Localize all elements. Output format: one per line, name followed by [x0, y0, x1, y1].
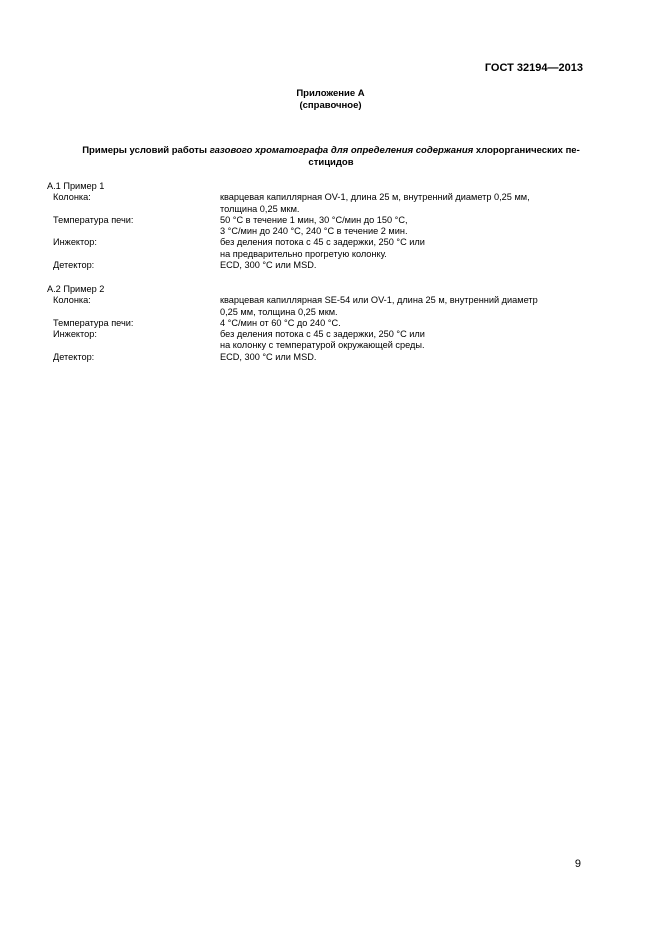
column-label: Колонка: — [53, 192, 91, 203]
example-1-heading: А.1 Пример 1 — [47, 181, 105, 191]
example-1-injector-row — [47, 237, 607, 260]
title-part-1: Примеры условий работы — [82, 145, 210, 156]
column-value — [220, 192, 607, 215]
title-part-3: хлорорганических пе- — [473, 145, 580, 156]
injector-value — [220, 329, 607, 352]
oven-label: Температура печи: — [53, 214, 134, 225]
example-2-column-row — [47, 295, 607, 318]
example-2-detector-row — [47, 352, 607, 363]
example-2-section — [47, 284, 607, 363]
example-1-column-row — [47, 192, 607, 215]
document-title — [48, 145, 614, 169]
injector-label: Инжектор: — [53, 237, 97, 248]
value-line: без деления потока с 45 с задержки, 250 °С или — [220, 237, 425, 248]
detector-value — [220, 352, 607, 363]
injector-value — [220, 237, 607, 260]
oven-value — [220, 318, 607, 329]
column-value — [220, 295, 607, 318]
standard-header: ГОСТ 32194—2013 — [484, 62, 583, 74]
appendix-subtitle: (справочное) — [299, 100, 362, 111]
value-line: 50 °С в течение 1 мин, 30 °С/мин до 150 °С, — [220, 214, 408, 225]
title-part-2-italic: газового хроматографа для определения содержания — [209, 145, 474, 156]
detector-label: Детектор: — [53, 351, 95, 362]
example-2-injector-row — [47, 329, 607, 352]
value-line: кварцевая капиллярная SE-54 или OV-1, длина 25 м, внутренний диаметр — [220, 295, 538, 306]
detector-value — [220, 260, 607, 271]
value-line: ECD, 300 °С или MSD. — [220, 260, 317, 271]
example-1-detector-row — [47, 260, 607, 271]
example-2-oven-row — [47, 318, 607, 329]
page-number: 9 — [574, 858, 581, 870]
example-1-section — [47, 181, 607, 271]
oven-value — [220, 215, 607, 238]
title-line-2: стицидов — [308, 157, 354, 168]
example-2-heading: А.2 Пример 2 — [47, 284, 105, 294]
value-line: 3 °С/мин до 240 °С, 240 °С в течение 2 мин. — [220, 226, 408, 237]
injector-label: Инжектор: — [53, 329, 97, 340]
appendix-heading — [0, 88, 661, 112]
oven-label: Температура печи: — [53, 317, 134, 328]
value-line: 0,25 мм, толщина 0,25 мкм. — [220, 306, 338, 317]
value-line: на колонку с температурой окружающей среды. — [220, 340, 425, 351]
column-label: Колонка: — [53, 295, 91, 306]
detector-label: Детектор: — [53, 260, 95, 271]
appendix-title: Приложение А — [296, 88, 365, 99]
value-line: без деления потока с 45 с задержки, 250 °С или — [220, 329, 425, 340]
value-line: на предварительно прогретую колонку. — [220, 248, 387, 259]
value-line: кварцевая капиллярная OV-1, длина 25 м, внутренний диаметр 0,25 мм, — [220, 192, 530, 203]
value-line: ECD, 300 °С или MSD. — [220, 351, 317, 362]
value-line: толщина 0,25 мкм. — [220, 203, 300, 214]
value-line: 4 °С/мин от 60 °С до 240 °С. — [220, 317, 341, 328]
example-1-oven-row — [47, 215, 607, 238]
